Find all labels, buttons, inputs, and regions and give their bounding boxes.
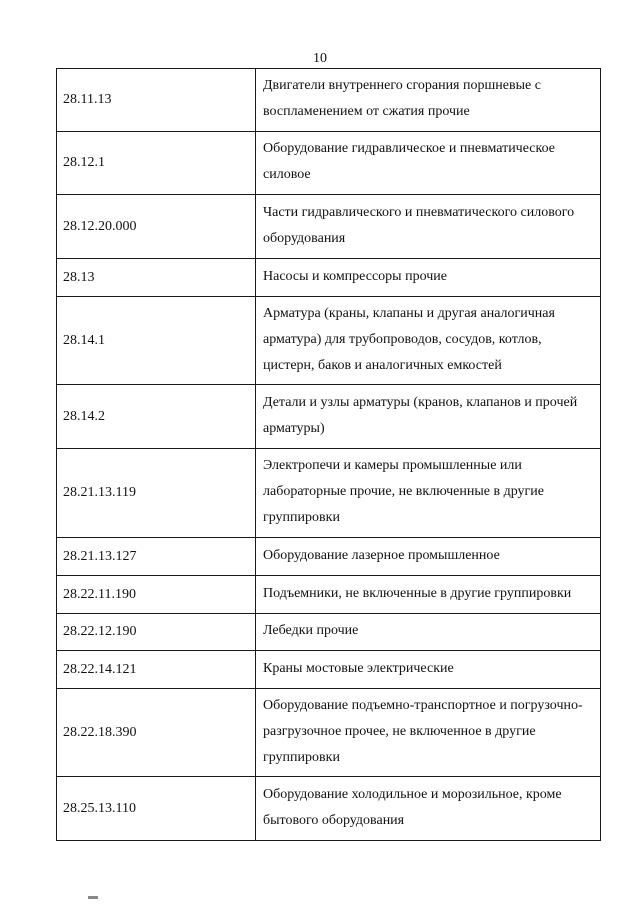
table-row xyxy=(57,651,601,689)
description-cell xyxy=(256,449,601,538)
description-text: Части гидравлического и пневматического силового оборудования xyxy=(263,204,575,246)
okpd-code-cell: 28.12.1 xyxy=(57,132,256,195)
okpd-code-cell: 28.22.11.190 xyxy=(57,576,256,614)
table-row xyxy=(57,195,601,259)
okpd-code-cell: 28.21.13.119 xyxy=(57,449,256,538)
okpd-code-cell: 28.22.18.390 xyxy=(57,689,256,777)
okpd-code-cell: 28.12.20.000 xyxy=(57,195,256,259)
okpd-code-table xyxy=(56,68,601,841)
description-text: Подъемники, не включенные в другие группировки xyxy=(263,585,572,601)
table-row xyxy=(57,69,601,132)
description-cell xyxy=(256,259,601,297)
description-cell xyxy=(256,614,601,651)
okpd-code-cell: 28.22.12.190 xyxy=(57,614,256,651)
description-text: Оборудование лазерное промышленное xyxy=(263,547,500,563)
description-text: Насосы и компрессоры прочие xyxy=(263,268,447,284)
description-cell xyxy=(256,689,601,777)
okpd-code-cell: 28.11.13 xyxy=(57,69,256,132)
description-text: Детали и узлы арматуры (кранов, клапанов и прочей арматуры) xyxy=(263,394,578,436)
description-cell xyxy=(256,297,601,385)
okpd-code-cell: 28.21.13.127 xyxy=(57,538,256,576)
description-cell xyxy=(256,69,601,132)
description-cell xyxy=(256,777,601,841)
page-number: 10 xyxy=(313,51,327,66)
table-row xyxy=(57,259,601,297)
table-row xyxy=(57,449,601,538)
description-text: Оборудование гидравлическое и пневматическое силовое xyxy=(263,141,555,182)
description-text: Краны мостовые электрические xyxy=(263,660,454,676)
description-text: Оборудование холодильное и морозильное, кроме бытового оборудования xyxy=(263,786,562,828)
description-cell xyxy=(256,538,601,576)
okpd-code-cell: 28.14.1 xyxy=(57,297,256,385)
scan-artifact xyxy=(88,896,98,899)
table-row xyxy=(57,576,601,614)
description-cell xyxy=(256,195,601,259)
description-text: Электропечи и камеры промышленные или лабораторные прочие, не включенные в другие группировки xyxy=(263,458,544,525)
table-row xyxy=(57,385,601,449)
description-cell xyxy=(256,132,601,195)
description-text: Двигатели внутреннего сгорания поршневые с воспламенением от сжатия прочие xyxy=(263,78,541,119)
table-row xyxy=(57,297,601,385)
description-text: Оборудование подъемно-транспортное и погрузочно-разгрузочное прочее, не включенное в другие группировки xyxy=(263,697,583,765)
table-row xyxy=(57,777,601,841)
description-cell xyxy=(256,576,601,614)
table-row xyxy=(57,614,601,651)
description-text: Лебедки прочие xyxy=(263,623,359,638)
description-cell xyxy=(256,385,601,449)
table-row xyxy=(57,538,601,576)
table-row xyxy=(57,132,601,195)
okpd-code-cell: 28.14.2 xyxy=(57,385,256,449)
okpd-code-cell: 28.13 xyxy=(57,259,256,297)
description-text: Арматура (краны, клапаны и другая аналогичная арматура) для трубопроводов, сосудов, котлов, цистерн, баков и аналогичных емкостей xyxy=(263,305,555,373)
okpd-code-cell: 28.22.14.121 xyxy=(57,651,256,689)
table-row xyxy=(57,689,601,777)
okpd-code-cell: 28.25.13.110 xyxy=(57,777,256,841)
description-cell xyxy=(256,651,601,689)
